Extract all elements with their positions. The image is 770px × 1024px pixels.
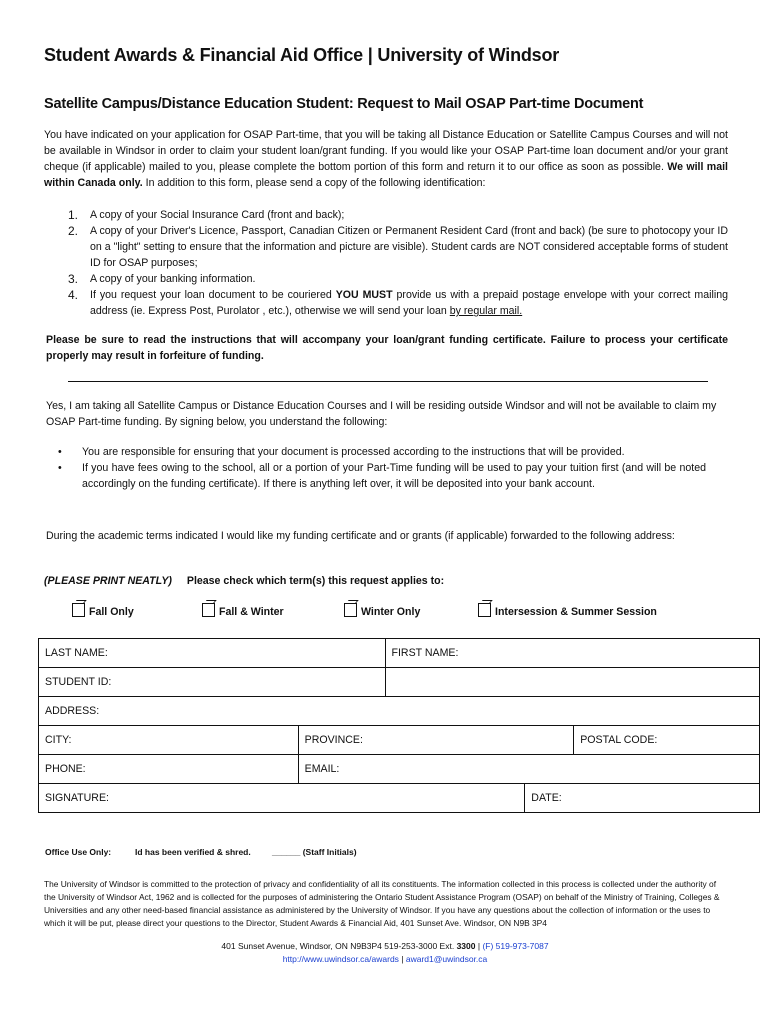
footer xyxy=(0,940,770,966)
award-email-link[interactable]: award1@uwindsor.ca xyxy=(405,954,488,964)
first-name-field[interactable]: FIRST NAME: xyxy=(385,639,760,668)
must-emphasis: YOU MUST xyxy=(335,289,393,301)
page-title: Student Awards & Financial Aid Office | University of Windsor xyxy=(44,45,560,65)
email-field[interactable]: EMAIL: xyxy=(298,755,759,784)
term-option-winter-only[interactable] xyxy=(344,603,420,618)
list-item-text: If you request your loan document to be couriered xyxy=(90,289,336,301)
list-item xyxy=(46,460,706,492)
checkbox-icon[interactable] xyxy=(202,603,215,617)
bullet-icon: • xyxy=(58,446,62,458)
footer-separator: | xyxy=(475,941,483,951)
checkbox-icon[interactable] xyxy=(478,603,491,617)
checkbox-icon[interactable] xyxy=(344,603,357,617)
term-prompt xyxy=(44,575,444,587)
intro-bold: We will mail within Canada only. xyxy=(44,161,728,189)
intro-text-2: In addition to this form, please send a copy of the following identification: xyxy=(142,177,486,189)
term-option-label: Fall Only xyxy=(89,606,134,618)
intro-paragraph xyxy=(44,127,728,191)
student-id-field[interactable]: STUDENT ID: xyxy=(39,668,386,697)
requirements-list xyxy=(44,207,728,319)
divider xyxy=(68,381,708,382)
form-subtitle: Satellite Campus/Distance Education Student: Request to Mail OSAP Part-time Document xyxy=(44,96,644,112)
term-option-label: Intersession & Summer Session xyxy=(495,606,657,618)
list-item-text: A copy of your Social Insurance Card (front and back); xyxy=(90,209,345,221)
list-item-text: A copy of your Driver's Licence, Passport, Canadian Citizen or Permanent Resident Card (front and back) (be sure to photocopy your ID on a "light" setting to ensure that the information and picture are visible). Student cards are NOT considered acceptable forms of student ID for OSAP purposes; xyxy=(90,225,728,269)
phone-field[interactable]: PHONE: xyxy=(39,755,299,784)
list-number: 4. xyxy=(68,288,79,302)
postal-code-field[interactable]: POSTAL CODE: xyxy=(574,726,760,755)
signature-field[interactable]: SIGNATURE: xyxy=(39,784,525,813)
id-verified-note: Id has been verified & shred. xyxy=(135,847,251,857)
terms-text: During the academic terms indicated I would like my funding certificate and or grants (if applicable) forwarded to the following address: xyxy=(46,530,675,542)
city-field[interactable]: CITY: xyxy=(39,726,299,755)
footer-fax: (F) 519-973-7087 xyxy=(482,941,549,951)
term-option-fall-only[interactable] xyxy=(72,603,134,618)
intro-text-1: You have indicated on your application for OSAP Part-time, that you will be taking all Distance Education or Satellite Campus Courses and will not be available in Windsor in order to claim your student loan/grant funding. If you would like your OSAP Part-time loan document and/or your grant cheque (if applicable) mailed to you, please complete the bottom portion of this form and return it to our office as soon as possible. xyxy=(44,129,728,173)
address-field[interactable]: ADDRESS: xyxy=(39,697,760,726)
footer-extension: 3300 xyxy=(456,941,476,951)
term-option-intersession-summer[interactable] xyxy=(478,603,657,618)
check-prompt: Please check which term(s) this request applies to: xyxy=(186,575,445,587)
staff-initials: ______ (Staff Initials) xyxy=(272,847,357,857)
student-id-extra-cell[interactable] xyxy=(385,668,760,697)
province-field[interactable]: PROVINCE: xyxy=(298,726,574,755)
agreement-statement: Yes, I am taking all Satellite Campus or Distance Education Courses and I will be residing outside Windsor and will not be available to claim my OSAP Part-time funding. By signing below, you understand the following: xyxy=(46,400,717,428)
conditions-list xyxy=(46,444,706,492)
list-item-text: A copy of your banking information. xyxy=(90,273,256,285)
list-item-text: provide us with a prepaid postage envelope with your correct mailing address (ie. Express Post, Purolator , etc.), otherwise we will send your loan xyxy=(90,289,728,317)
footer-address: 401 Sunset Avenue, Windsor, ON N9B3P4 519-253-3000 Ext. xyxy=(221,941,457,951)
student-info-table xyxy=(38,638,760,813)
print-neatly-note: (PLEASE PRINT NEATLY) xyxy=(44,575,172,587)
term-option-fall-winter[interactable] xyxy=(202,603,284,618)
forfeiture-warning: Please be sure to read the instructions that will accompany your loan/grant funding certificate. Failure to process your certificate properly may result in forfeiture of funding. xyxy=(46,334,728,362)
list-item xyxy=(44,287,728,319)
list-item xyxy=(46,444,706,460)
list-item-text: You are responsible for ensuring that your document is processed according to the instructions that will be provided. xyxy=(82,446,625,458)
list-item xyxy=(44,207,728,223)
footer-contact-line xyxy=(0,940,770,953)
list-item-text: If you have fees owing to the school, all or a portion of your Part-Time funding will be used to pay your tuition first (and will be noted accordingly on the funding certificate). If there is anything left over, it will be deposited into your bank account. xyxy=(82,462,706,490)
regular-mail-underlined: by regular mail. xyxy=(449,305,523,317)
awards-website-link[interactable]: http://www.uwindsor.ca/awards xyxy=(282,954,399,964)
footer-links-line xyxy=(0,953,770,966)
privacy-statement: The University of Windsor is committed to the protection of privacy and confidentiality of all its constituents. The information collected in this process is collected under the authority of the University of Windsor Act, 1962 and is collected for the purposes of administering the Ontario Student Assistance Program (OSAP) on behalf of the Ministry of Training, Colleges & Universities and any other need-based financial assistance as administered by the University of Windsor. If you have any questions about the collection of information or the uses to which it will be put, please direct your questions to the Director, Student Awards & Financial Aid, 401 Sunset Ave. Windsor, ON N9B 3P4 xyxy=(44,879,720,928)
footer-separator: | xyxy=(398,954,406,964)
list-number: 1. xyxy=(68,208,79,222)
term-option-label: Fall & Winter xyxy=(219,606,284,618)
checkbox-icon[interactable] xyxy=(72,603,85,617)
last-name-field[interactable]: LAST NAME: xyxy=(39,639,386,668)
list-number: 3. xyxy=(68,272,79,286)
term-option-label: Winter Only xyxy=(361,606,421,618)
bullet-icon: • xyxy=(58,462,62,474)
list-number: 2. xyxy=(68,224,79,238)
office-use-label: Office Use Only: xyxy=(45,847,112,857)
list-item xyxy=(44,271,728,287)
list-item xyxy=(44,223,728,271)
date-field[interactable]: DATE: xyxy=(525,784,760,813)
